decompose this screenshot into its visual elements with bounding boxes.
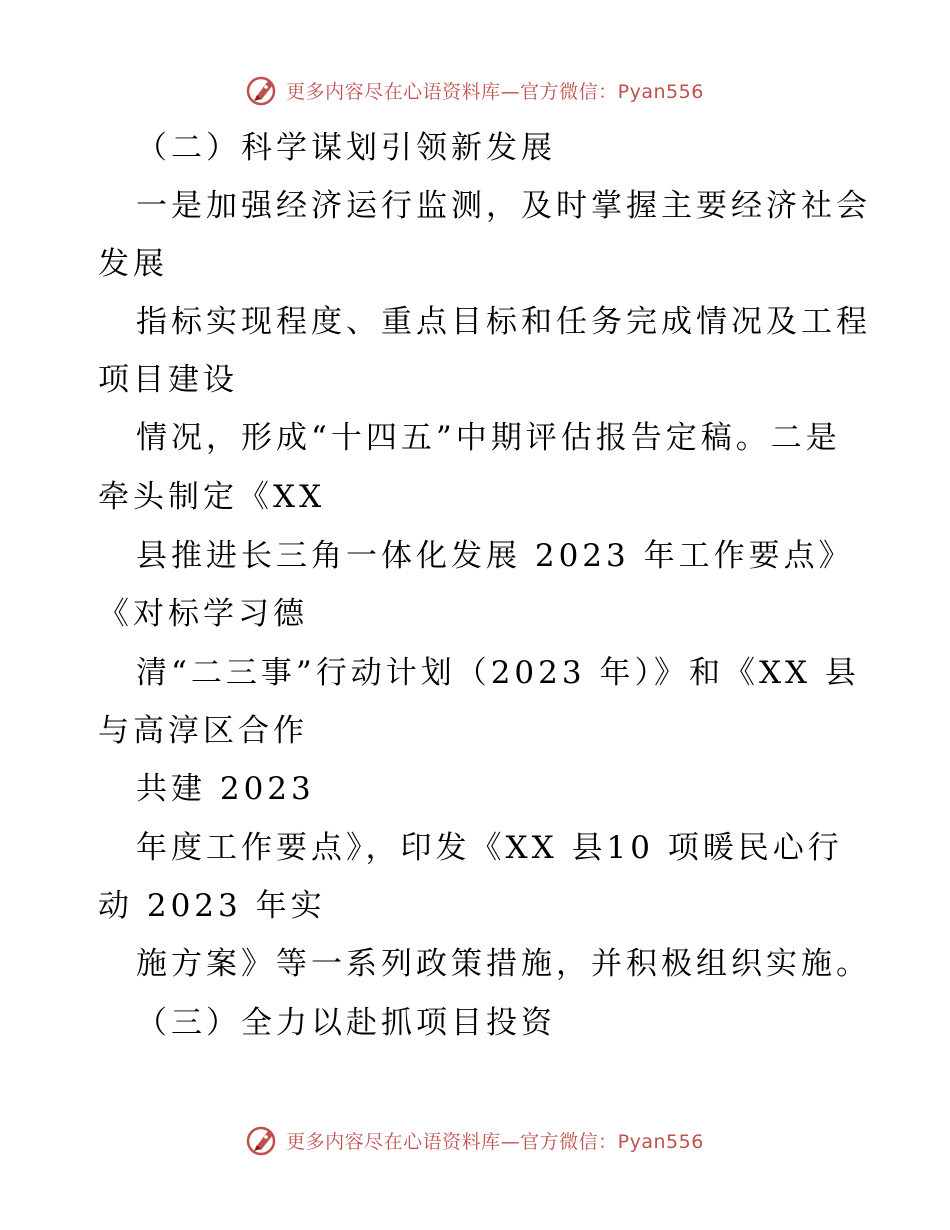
paragraph-line: 动 2023 年实: [98, 888, 326, 924]
paragraph-line: 情况，形成“十四五”中期评估报告定稿。二是: [136, 420, 841, 456]
section-heading: （二）科学谋划引领新发展: [136, 130, 556, 166]
pen-nib-logo-icon: [246, 1123, 280, 1157]
watermark-text: 更多内容尽在心语资料库—官方微信：Pyan556: [286, 1130, 704, 1153]
watermark-text: 更多内容尽在心语资料库—官方微信：Pyan556: [286, 80, 704, 103]
paragraph-line: 年度工作要点》，印发《XX 县10 项暖民心行: [136, 830, 843, 866]
section-heading: （三）全力以赴抓项目投资: [136, 1005, 556, 1041]
paragraph-line: 《对标学习德: [98, 596, 308, 632]
paragraph-line: 牵头制定《XX: [98, 479, 326, 515]
paragraph-line: 项目建设: [98, 362, 238, 398]
paragraph-line: 清“二三事”行动计划（2023 年）》和《XX 县: [136, 655, 860, 691]
paragraph-line: 一是加强经济运行监测，及时掌握主要经济社会: [136, 188, 871, 224]
paragraph-line: 共建 2023: [136, 771, 315, 807]
paragraph-line: 施方案》等一系列政策措施，并积极组织实施。: [136, 946, 871, 982]
paragraph-line: 县推进长三角一体化发展 2023 年工作要点》: [136, 538, 854, 574]
paragraph-line: 发展: [98, 246, 168, 282]
paragraph-line: 与高淳区合作: [98, 713, 308, 749]
paragraph-line: 指标实现程度、重点目标和任务完成情况及工程: [136, 304, 871, 340]
footer-watermark: [0, 1120, 950, 1160]
